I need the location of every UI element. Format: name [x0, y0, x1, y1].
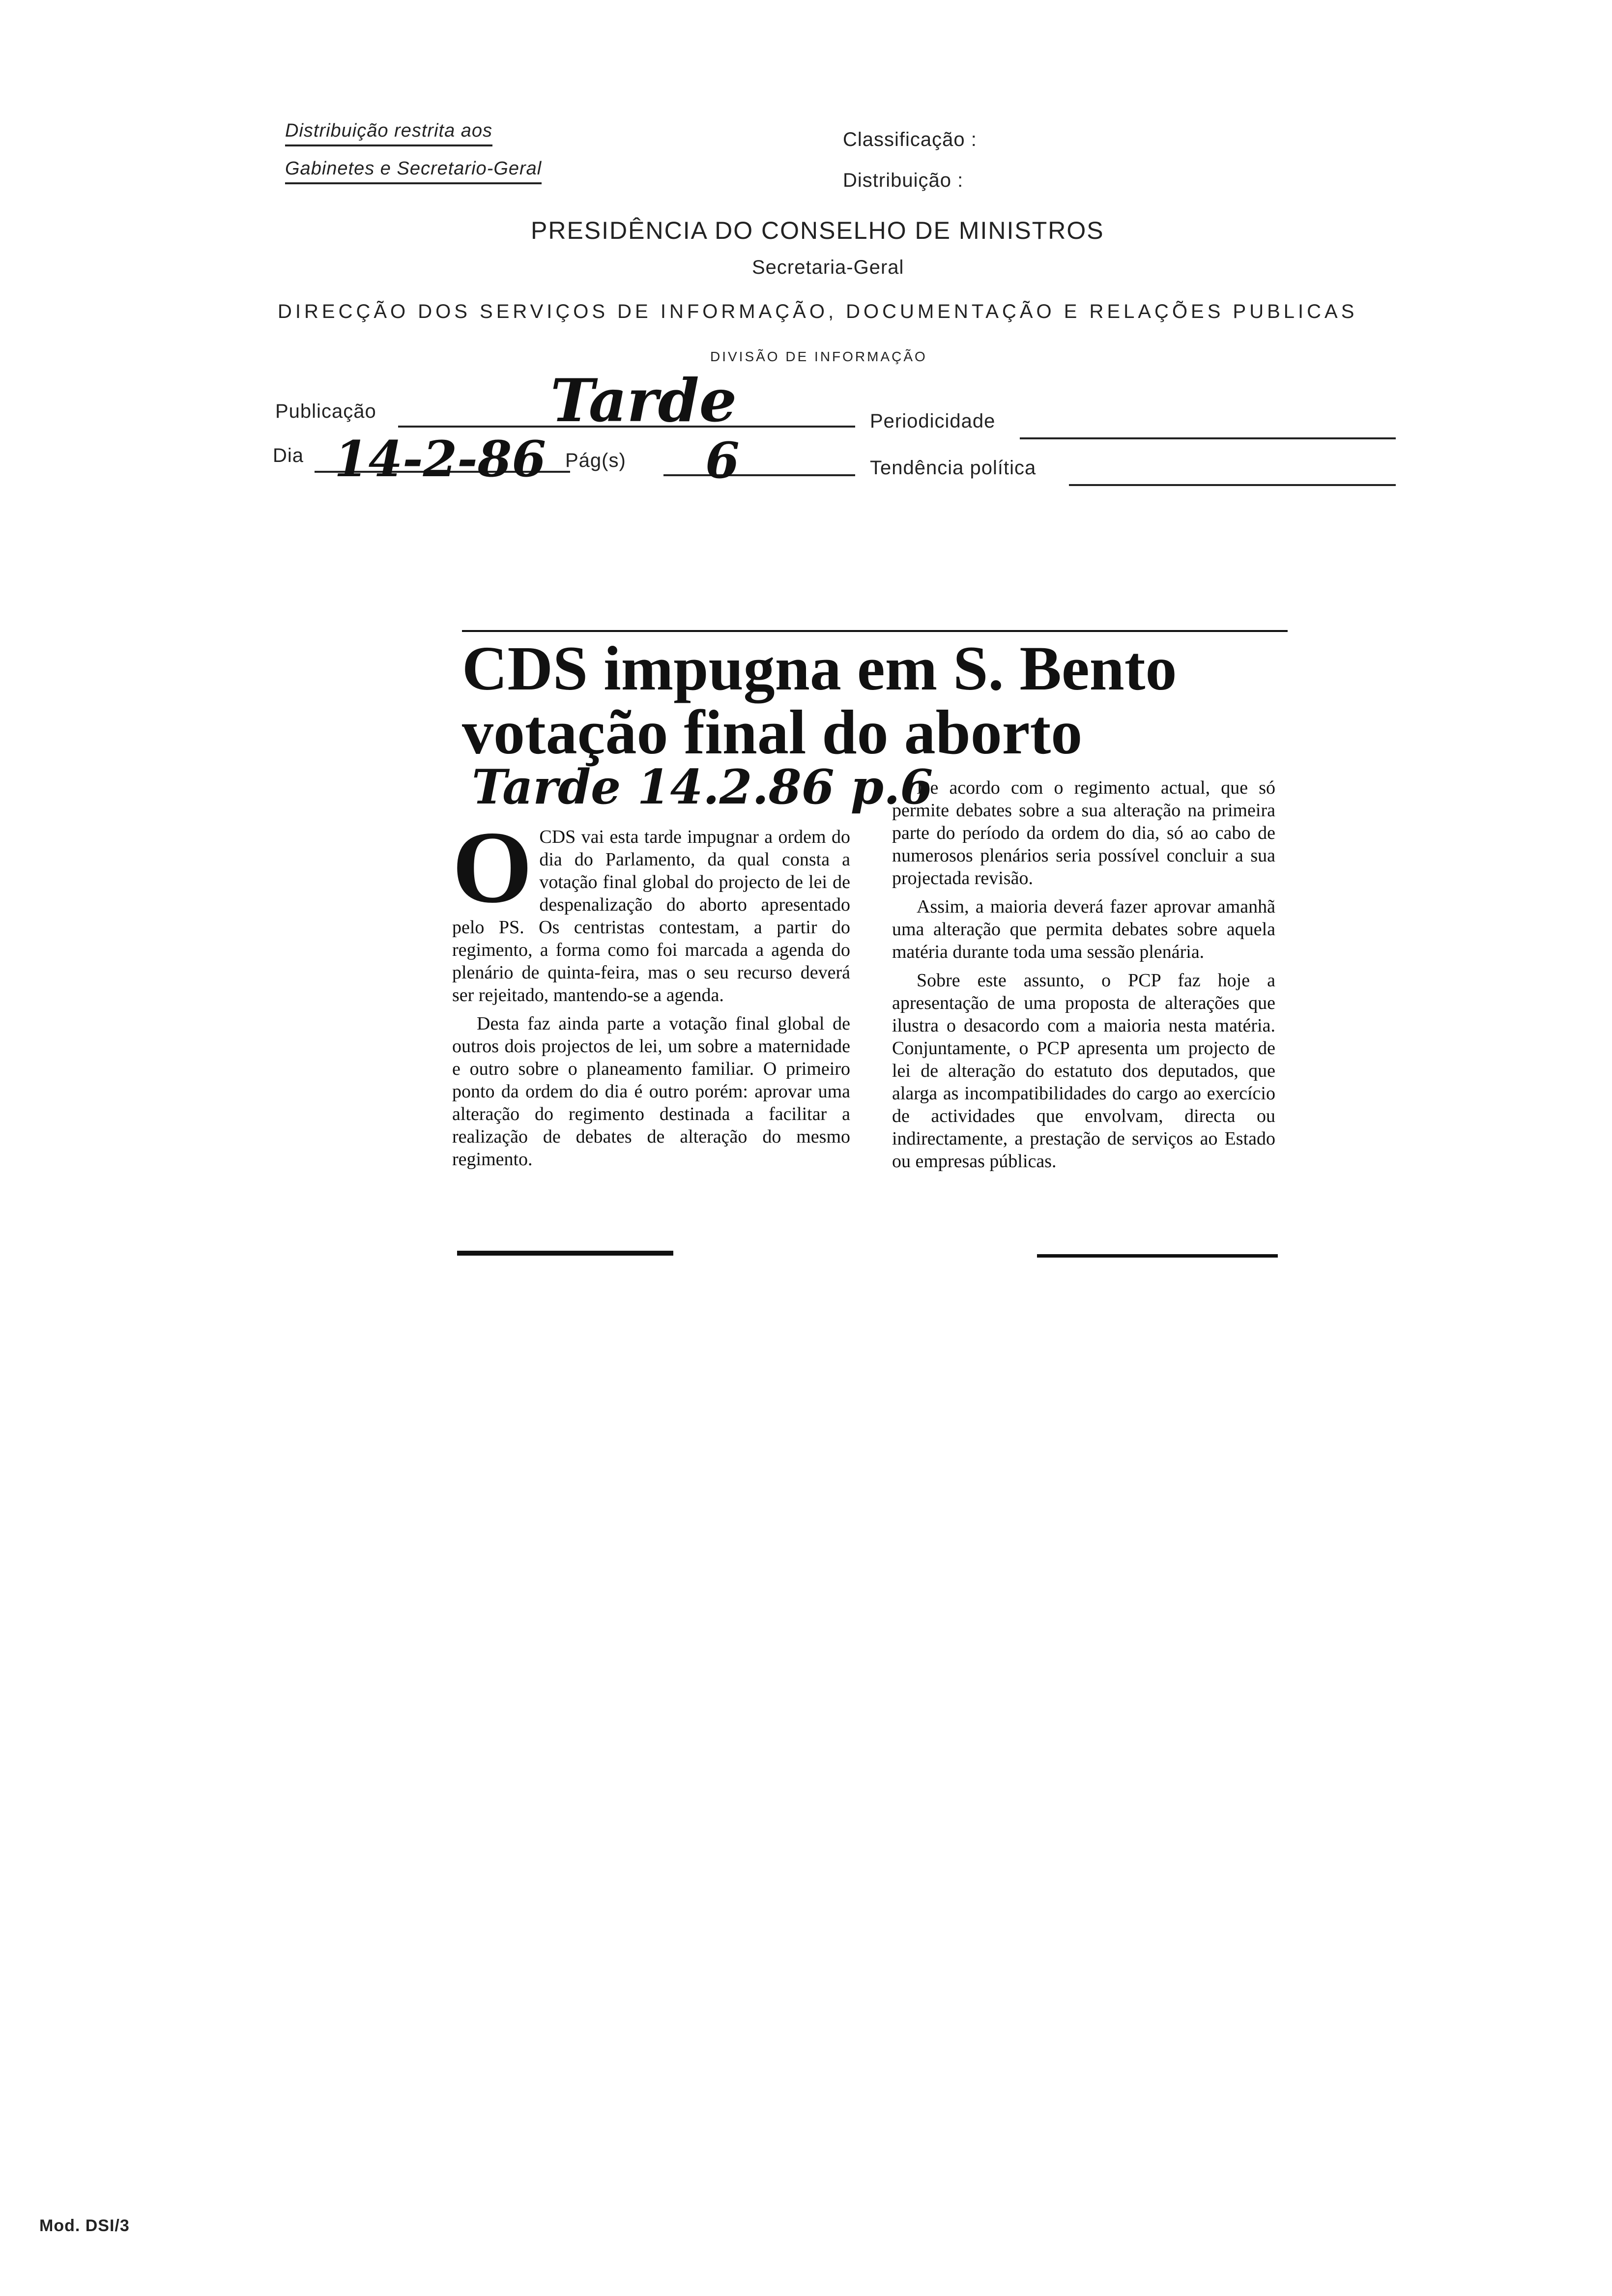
- col1-paragraph-2: Desta faz ainda parte a votação final global de outros dois projectos de lei, um sobre a maternidade e outro sobre o planeamento familiar. O primeiro ponto da ordem do dia é outro porém: aprovar uma alteração do regimento destinada a facilitar a realização de debates de alteração do mesmo regimento.: [452, 1013, 850, 1170]
- clipping-bottom-rule-right: [1037, 1254, 1278, 1258]
- org-title: PRESIDÊNCIA DO CONSELHO DE MINISTROS: [531, 217, 1104, 244]
- clipping-bottom-rule-left: [457, 1251, 673, 1256]
- pags-line: [663, 474, 855, 476]
- classificacao-label: Classificação :: [843, 129, 977, 150]
- headline-line1: CDS impugna em S. Bento: [462, 633, 1177, 703]
- restricted-distribution-line2: Gabinetes e Secretario-Geral: [285, 158, 542, 184]
- article-column-1: [452, 810, 850, 1177]
- handwritten-annotation: Tarde 14.2.86 p.6: [472, 759, 933, 815]
- publicacao-handwritten-value: Tarde: [550, 366, 737, 435]
- col2-paragraph-1: De acordo com o regimento actual, que só permite debates sobre a sua alteração na primeira parte do período da ordem do dia, só ao cabo de numerosos plenários seria possível concluir a sua projectada revisão.: [892, 777, 1275, 889]
- form-code: Mod. DSI/3: [39, 2216, 130, 2235]
- col1-paragraph-1: CDS vai esta tarde impugnar a ordem do dia do Parlamento, da qual consta a votação final global do projecto de lei de despenalização do aborto apresentado pelo PS. Os centristas contestam, a partir do regimento, a forma como foi marcada a agenda do plenário de quinta-feira, mas o seu recurso deverá ser rejeitado, mantendo-se a agenda.: [452, 827, 850, 1005]
- distribuicao-label: Distribuição :: [843, 170, 964, 191]
- col2-paragraph-2: Assim, a maioria deverá fazer aprovar amanhã uma alteração que permita debates sobre aquela matéria durante toda uma sessão plenária.: [892, 896, 1275, 962]
- tendencia-line: [1069, 484, 1396, 486]
- pags-label: Pág(s): [565, 450, 626, 471]
- pags-handwritten-value: 6: [705, 431, 740, 489]
- dia-handwritten-value: 14-2-86: [334, 430, 546, 488]
- headline-line2: votação final do aborto: [462, 697, 1083, 767]
- division-title: DIVISÃO DE INFORMAÇÃO: [710, 349, 927, 364]
- tendencia-label: Tendência política: [870, 457, 1036, 479]
- publicacao-label: Publicação: [275, 401, 376, 422]
- org-subtitle: Secretaria-Geral: [752, 257, 904, 278]
- restricted-distribution-line1: Distribuição restrita aos: [285, 120, 492, 146]
- col2-paragraph-3: Sobre este assunto, o PCP faz hoje a apresentação de uma proposta de alterações que ilustra o desacordo com a maioria nesta matéria. Conjuntamente, o PCP apresenta um projecto de lei de alteração do estatuto dos deputados, que alarga as incompatibilidades do cargo ao exercício de actividades que envolvam, directa ou indirectamente, a prestação de serviços ao Estado ou empresas públicas.: [892, 970, 1275, 1172]
- clipping-top-rule: [462, 630, 1288, 632]
- periodicidade-label: Periodicidade: [870, 410, 996, 432]
- periodicidade-line: [1020, 437, 1396, 439]
- directorate-title: DIRECÇÃO DOS SERVIÇOS DE INFORMAÇÃO, DOCUMENTAÇÃO E RELAÇÕES PUBLICAS: [278, 301, 1358, 322]
- article-column-2: [892, 776, 1275, 1178]
- drop-cap: O: [452, 810, 533, 924]
- dia-label: Dia: [273, 445, 304, 466]
